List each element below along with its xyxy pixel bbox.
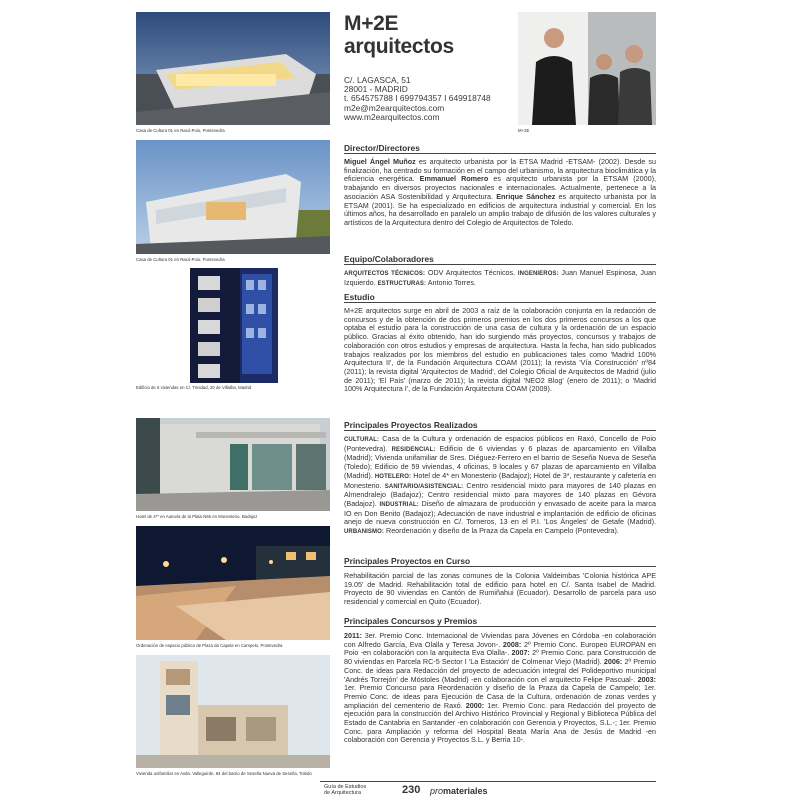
photo-caption: Casa de Cultura 01 en Raxó-Poio, Pontevedra (136, 128, 225, 133)
studio-text: M+2E arquitectos surge en abril de 2003 a raíz de la colaboración conjunta en la redacción de concursos y de la obtención de dos primeros premios en los dos primeros concursos a los que optaba el estudio para la construcción de una casa de cultura y la ordenación de un espacio público. Gracias al éxito obtenido, han ido surgiendo más proyectos, concursos y trabajos de colaboración con otros estudios y empresas de arquitectura. Hasta la fecha, han sido publicados trabajos realizados por los miembros del estudio en publicaciones tales como 'Madrid 100% Arquitectura II', de la Fundación Arquitectura COAM (2011); la revista 'Vía Construcción' nº84 (2011); la revista digital 'Arquitectos de Madrid', del Colegio Oficial de Arquitectos de Madrid (julio de 2011); 'El País' (marzo de 2011); la revista digital 'NEO2 Blog' (enero de 2011); o 'Madrid 100% Arquitectura I', de la Fundación Arquitectura COAM (2009). (344, 306, 656, 394)
photo-caption: Vivienda unifamiliar en Avda. Valleguirde, 84 del barrio de Seseña Nueva de Seseña, Toledo (136, 771, 312, 776)
web-link[interactable]: www.m2earquitectos.com (344, 111, 440, 122)
award-year: 2000: (465, 700, 485, 710)
team-label: ARQUITECTOS TÉCNICOS: (344, 271, 426, 277)
category-label: RESIDENCIAL: (391, 446, 436, 453)
section-title-team: Equipo/Colaboradores (344, 254, 656, 265)
footer-brand (430, 786, 488, 796)
awards-text (344, 632, 656, 745)
category-text: Edificio de 6 viviendas y 6 plazas de aparcamiento en Villalba (Madrid); Vivienda unifamiliar de Sres. Diéguez-Ferrero en el barrio de Seseña Nueva de Seseña (Toledo); Edificio de 59 viviendas, 4 oficinas, 9 locales y 67 plazas de aparcamiento en Villalba (Madrid). (344, 443, 656, 480)
address-line1: C/. LAGASCA, 51 (344, 75, 411, 85)
footer-rule (320, 781, 656, 782)
phone-numbers: t. 654575788 I 699794357 I 649918748 (344, 93, 491, 104)
team-label: ESTRUCTURAS: (377, 280, 427, 287)
award-text: 1er. Premio Concurso para Reordenación y diseño de la Praza da Capela de Campelo; 1er. Premio Conc. de ideas para Ejecución de Casa de la Cultura, ordenación de zonas verdes y ampliación del cementerio de Raxó. (344, 683, 656, 710)
photo-casa-cultura-2 (136, 140, 330, 254)
director-bio: es arquitecto urbanista por la ETSAM (2000), trabajando en diversos proyectos nacionales e internacionales. Actualmente, pertenece a la asociación ASA Sostenibilidad y Arquitectura. (344, 174, 656, 201)
category-text: Diseño de almazara de producción y envasado de aceite para la marca IO en Don Benito (Badajoz); Adecuación de nave industrial e implantación de edificio de oficinas anejo de nueva construcción en C/. Torneros, 13 en el P.I. 'Los Ángeles' de Getafe (Madrid). (344, 498, 656, 527)
photo-edificio-villalba (190, 268, 278, 383)
team-text (344, 269, 656, 288)
team-value: Juan Manuel Espinosa, Juan Izquierdo. (344, 268, 657, 287)
email-link[interactable]: m2e@m2earquitectos.com (344, 102, 445, 113)
firm-name-line2: arquitectos (344, 35, 454, 58)
category-label: HOTELERO: (374, 473, 412, 480)
footer-guide-line1: Guía de Estudios (324, 784, 367, 790)
contact-block (344, 76, 491, 122)
section-title-awards: Principales Concursos y Premios (344, 616, 656, 627)
award-year: 2006: (603, 657, 623, 667)
photo-praza-capela (136, 526, 330, 640)
award-year: 2011: (344, 631, 362, 640)
award-text: 1er. Premio Conc. para Redacción del proyecto de ejecución para la construcción del Archivo Histórico Provincial y Regional y Biblioteca Pública del Estado de Cantabria en Santander -en colaboración con Gerencia y Proyectos, S.L.-; 1er. Premio Conc. para Ampliación y reforma del Hospital Beata María Ana de Jesús de Madrid -en colaboración con Gerencia y Proyectos S.L. y Berria 10-. (344, 700, 656, 745)
category-text: Casa de la Cultura y ordenación de espacios públicos en Raxó, Concello de Poio (Pontevedra). (344, 434, 656, 453)
portrait-caption: M+2E (518, 128, 530, 133)
director-bio: es arquitecto urbanista por la ETSAM (2001). Se ha especializado en edificios de arquitectura industrial y comercial. En los últimos años, ha desarrollado en paralelo un amplio trabajo de difusión de los valores culturales y artísticos de la Arquitectura dentro del Colegio de Arquitectos de Toledo. (344, 191, 656, 227)
category-text: Hotel de 4* en Monesterio (Badajoz); Hotel de 3*, restaurante y cafetería en Monesterio. (344, 470, 656, 490)
award-text: 2º Premio Conc. para Construcción de 80 viviendas en Parcela RC-5 Sector I 'La Estación' de Colmenar Viejo (Madrid). (344, 648, 656, 667)
section-title-ongoing: Principales Proyectos en Curso (344, 556, 656, 567)
director-name: Emmanuel Romero (419, 174, 489, 184)
award-text: 3er. Premio Conc. Internacional de Viviendas para Jóvenes en Córdoba -en colaboración con Alfredo García, Eva Olalla y Teresa Jovon-. (344, 631, 656, 649)
address-line2: 28001 - MADRID (344, 84, 408, 95)
award-year: 2003: (637, 674, 656, 684)
director-name: Miguel Ángel Muñoz (344, 157, 416, 166)
ongoing-text: Rehabilitación parcial de las zonas comunes de la Colonia Valdeimbas 'Colonia histórica APE 19.05' de Madrid. Rehabilitación total de edificio para hotel en C/. Santa Isabel de Madrid. Proyecto de 90 viviendas en Cantón de Rumiñahui (Ecuador). Desarrollo de parcela para uso residencial y comercial en Quito (Ecuador). (344, 571, 656, 607)
director-name: Enrique Sánchez (496, 191, 556, 201)
award-year: 2008: (502, 639, 522, 649)
director-bio: es arquitecto urbanista por la ETSA Madrid -ETSAM- (2002). Desde su finalización, ha centrado su formación en el campo del urbanismo, la arquitectura bioclimática y la eficiencia energética. (344, 157, 656, 184)
footer-brand-pro: pro (430, 786, 444, 796)
footer-brand-materiales: materiales (443, 786, 488, 796)
photo-caption: Edificio de 6 viviendas en C/. Trinidad, 20 de Villalba, Madrid (136, 385, 252, 390)
award-text: 2º Premio Conc. Europeo EUROPAN en Poio -en colaboración con la arquitecta Eva Olalla-. (344, 639, 657, 658)
page-number: 230 (402, 784, 421, 796)
award-year: 2007: (511, 648, 530, 658)
photo-caption: Hotel de 4** en Autovía de la Plata N66 en Monesterio, Badajoz (136, 514, 258, 519)
footer-guide (324, 784, 366, 796)
section-title-directors: Director/Directores (344, 143, 656, 154)
photo-caption: Casa de Cultura 01 en Raxó-Poio, Pontevedra (136, 257, 225, 262)
firm-name-line1: M+2E (344, 12, 399, 35)
photo-team-portrait (518, 12, 656, 125)
directors-text (344, 158, 656, 228)
award-text: 2º Premio Conc. de ideas para Redacción del proyecto de adecuación integral del Polideportivo municipal 'Andrés Torrejón' de Móstoles (Madrid) -en colaboración con el arquitecto Felipe Pascual-. (344, 657, 657, 684)
footer-guide-line2: de Arquitectura (324, 790, 361, 796)
photo-caption: Ordenación de espacio público de Plaza da Capela en Campelo, Pontevedra (136, 643, 283, 648)
photo-hotel-monesterio (136, 418, 330, 511)
team-value: Antonio Torres. (426, 277, 476, 287)
category-label: URBANISMO: (344, 529, 384, 536)
team-value: ODV Arquitectos Técnicos. (425, 268, 518, 277)
category-text: Centro residencial mixto para mayores de 140 plazas en Almendralejo (Badajoz); Centro residencial mixto para mayores de 140 plazas en Gévora (Badajoz). (344, 480, 656, 508)
realized-text (344, 435, 656, 537)
section-title-studio: Estudio (344, 292, 656, 303)
category-label: INDUSTRIAL: (379, 501, 419, 508)
photo-casa-cultura-1 (136, 12, 330, 125)
team-label: INGENIEROS: (517, 271, 559, 277)
firm-name (344, 12, 454, 58)
category-text: Reordenación y diseño de la Praza da Capela en Campelo (Pontevedra). (384, 526, 619, 536)
category-label: SANITARIO/ASISTENCIAL: (384, 483, 464, 490)
section-title-realized: Principales Proyectos Realizados (344, 420, 656, 431)
photo-vivienda-sesena (136, 655, 330, 768)
category-label: CULTURAL: (344, 437, 380, 443)
